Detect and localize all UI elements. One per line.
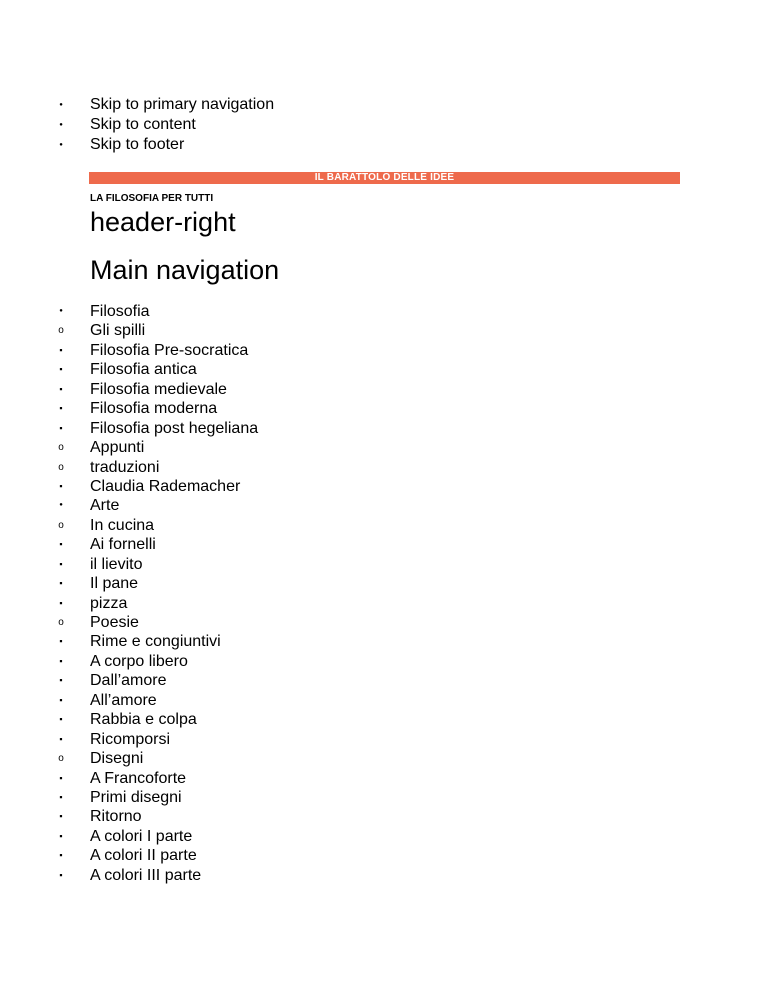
nav-link-ricomporsi[interactable]: Ricomporsi (90, 730, 171, 748)
nav-item (0, 788, 258, 807)
square-bullet-icon (54, 399, 68, 418)
disc-bullet-icon (54, 302, 68, 322)
nav-item (0, 555, 258, 574)
nav-link-filosofia[interactable]: Filosofia (90, 303, 150, 320)
square-bullet-icon (54, 866, 68, 885)
nav-item (0, 827, 258, 846)
nav-link-traduzioni[interactable]: traduzioni (90, 458, 160, 476)
disc-bullet-icon (54, 135, 68, 155)
nav-link-pizza[interactable]: pizza (90, 594, 128, 612)
nav-item (0, 632, 258, 651)
nav-item (0, 302, 258, 321)
nav-link-a-colori-iii-parte[interactable]: A colori III parte (90, 866, 202, 884)
square-bullet-icon (54, 632, 68, 651)
nav-link-gli-spilli[interactable]: Gli spilli (90, 322, 146, 340)
nav-link-in-cucina[interactable]: In cucina (90, 516, 155, 534)
nav-link-filosofia-post-hegeliana[interactable]: Filosofia post hegeliana (90, 419, 259, 437)
circle-bullet-icon (54, 613, 68, 632)
square-bullet-icon (54, 341, 68, 360)
square-bullet-icon (54, 710, 68, 729)
nav-link-filosofia-pre-socratica[interactable]: Filosofia Pre-socratica (90, 341, 249, 359)
square-bullet-icon (54, 535, 68, 554)
circle-bullet-icon (54, 749, 68, 768)
nav-item (0, 613, 258, 632)
nav-link-filosofia-medievale[interactable]: Filosofia medievale (90, 380, 227, 398)
square-bullet-icon (54, 691, 68, 710)
nav-item (0, 477, 258, 496)
nav-item (0, 749, 258, 768)
skip-links-list (0, 95, 274, 155)
nav-item (0, 846, 258, 865)
square-bullet-icon (54, 360, 68, 379)
nav-item (0, 535, 258, 554)
square-bullet-icon (54, 594, 68, 613)
nav-link-appunti[interactable]: Appunti (90, 439, 145, 457)
square-bullet-icon (54, 652, 68, 671)
site-description: LA FILOSOFIA PER TUTTI (90, 193, 214, 204)
disc-bullet-icon (54, 95, 68, 115)
square-bullet-icon (54, 555, 68, 574)
nav-item (0, 419, 258, 438)
nav-link-filosofia-moderna[interactable]: Filosofia moderna (90, 400, 218, 418)
nav-item (0, 594, 258, 613)
disc-bullet-icon (54, 496, 68, 516)
square-bullet-icon (54, 846, 68, 865)
skip-to-footer-link[interactable]: Skip to footer (90, 136, 185, 153)
nav-item (0, 866, 258, 885)
square-bullet-icon (54, 671, 68, 690)
nav-link-ai-fornelli[interactable]: Ai fornelli (90, 536, 156, 554)
nav-link-dall-amore[interactable]: Dall’amore (90, 672, 167, 690)
skip-link-item (0, 95, 274, 115)
circle-bullet-icon (54, 438, 68, 457)
skip-to-primary-navigation-link[interactable]: Skip to primary navigation (90, 96, 275, 113)
header-right-heading: header-right (90, 207, 236, 237)
nav-item (0, 574, 258, 593)
square-bullet-icon (54, 380, 68, 399)
nav-link-disegni[interactable]: Disegni (90, 750, 144, 768)
nav-link-poesie[interactable]: Poesie (90, 614, 139, 631)
nav-item (0, 341, 258, 360)
skip-to-content-link[interactable]: Skip to content (90, 116, 196, 133)
main-navigation-list (0, 302, 258, 885)
square-bullet-icon (54, 730, 68, 749)
nav-link-rime-e-congiuntivi[interactable]: Rime e congiuntivi (90, 633, 221, 651)
nav-link-primi-disegni[interactable]: Primi disegni (90, 788, 182, 806)
nav-item (0, 691, 258, 710)
nav-link-il-pane[interactable]: Il pane (90, 575, 139, 593)
skip-link-item (0, 115, 274, 135)
nav-item (0, 730, 258, 749)
nav-link-a-colori-i-parte[interactable]: A colori I parte (90, 827, 193, 845)
square-bullet-icon (54, 419, 68, 438)
nav-link-rabbia-e-colpa[interactable]: Rabbia e colpa (90, 711, 197, 729)
nav-link-filosofia-antica[interactable]: Filosofia antica (90, 361, 197, 379)
nav-item (0, 807, 258, 826)
nav-link-a-corpo-libero[interactable]: A corpo libero (90, 652, 188, 670)
nav-link-ritorno[interactable]: Ritorno (90, 808, 142, 826)
nav-link-a-colori-ii-parte[interactable]: A colori II parte (90, 847, 197, 865)
nav-item (0, 360, 258, 379)
nav-link-a-francoforte[interactable]: A Francoforte (90, 769, 187, 787)
nav-link-il-lievito[interactable]: il lievito (90, 555, 143, 573)
nav-item (0, 458, 258, 477)
disc-bullet-icon (54, 115, 68, 135)
square-bullet-icon (54, 788, 68, 807)
square-bullet-icon (54, 807, 68, 826)
nav-item (0, 671, 258, 690)
nav-link-arte[interactable]: Arte (90, 497, 120, 515)
circle-bullet-icon (54, 458, 68, 477)
square-bullet-icon (54, 477, 68, 496)
nav-item (0, 710, 258, 729)
nav-link-claudia-rademacher[interactable]: Claudia Rademacher (90, 477, 241, 495)
nav-item (0, 438, 258, 457)
site-title-bar[interactable]: IL BARATTOLO DELLE IDEE (89, 172, 680, 184)
skip-link-item (0, 135, 274, 155)
nav-item (0, 321, 258, 340)
nav-item (0, 516, 258, 535)
square-bullet-icon (54, 827, 68, 846)
square-bullet-icon (54, 769, 68, 788)
main-navigation-heading: Main navigation (90, 255, 280, 285)
nav-item (0, 652, 258, 671)
circle-bullet-icon (54, 516, 68, 535)
nav-item (0, 496, 258, 515)
circle-bullet-icon (54, 321, 68, 340)
square-bullet-icon (54, 574, 68, 593)
nav-item (0, 380, 258, 399)
nav-link-all-amore[interactable]: All’amore (90, 691, 157, 709)
nav-item (0, 769, 258, 788)
nav-item (0, 399, 258, 418)
